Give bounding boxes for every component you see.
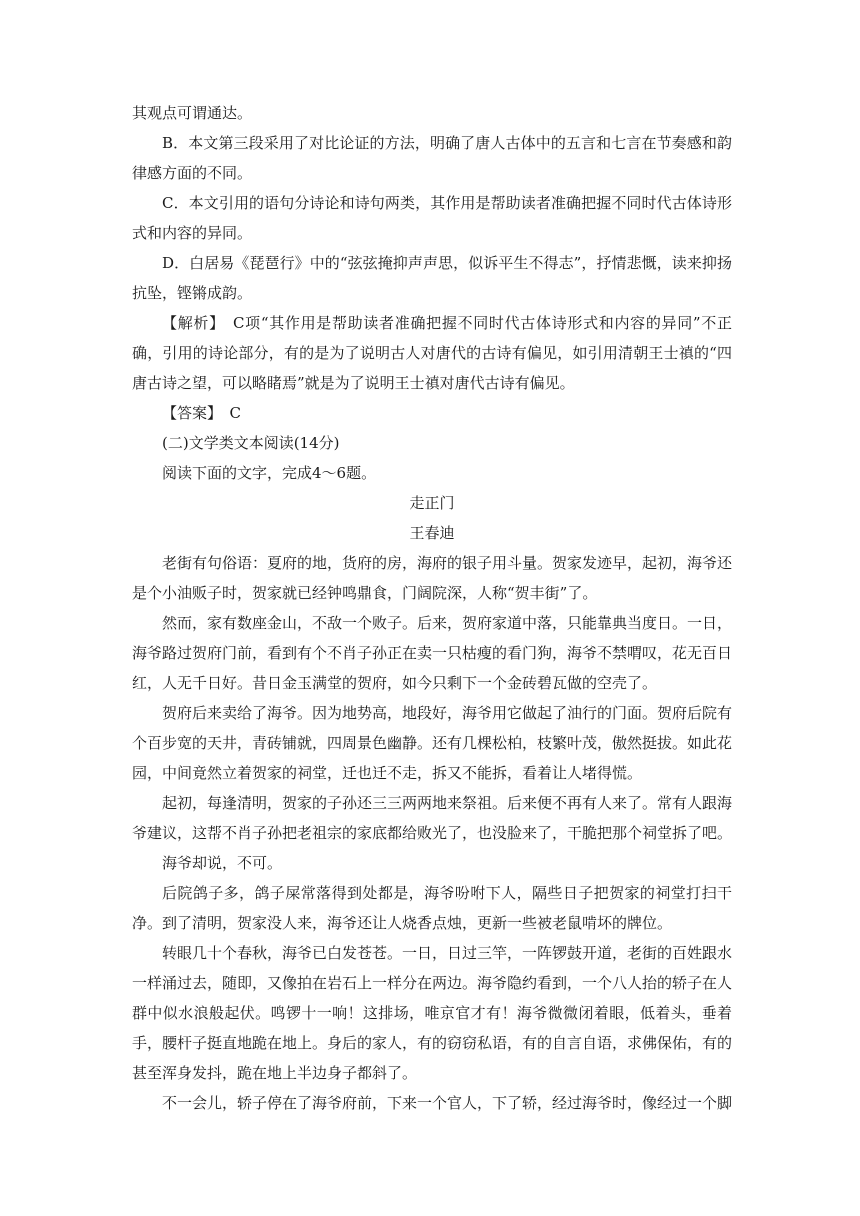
story-paragraph: 转眼几十个春秋，海爷已白发苍苍。一日，日过三竿，一阵锣鼓开道，老街的百姓跟水一样涌过去，随即，又像拍在岩石上一样分在两边。海爷隐约看到，一个八人抬的轿子在人群中似水浪般起伏。鸣锣十一响！这排场，唯京官才有！海爷微微闭着眼，低着头，垂着手，腰杆子挺直地跪在地上。身后的家人，有的窃窃私语，有的自言自语，求佛保佑，有的甚至浑身发抖，跪在地上半边身子都斜了。 [132,944,733,1082]
story-paragraph: 贺府后来卖给了海爷。因为地势高，地段好，海爷用它做起了油行的门面。贺府后院有个百步宽的天井，青砖铺就，四周景色幽静。还有几棵松柏，枝繁叶茂，傲然挺拔。如此花园，中间竟然立着贺家的祠堂，迁也迁不走，拆又不能拆，看着让人堵得慌。 [132,704,733,782]
option-c: C．本文引用的语句分诗论和诗句两类，其作用是帮助读者准确把握不同时代古体诗形式和内容的异同。 [132,194,732,242]
story-paragraph: 不一会儿，轿子停在了海爷府前，下来一个官人，下了轿，经过海爷时，像经过一个脚 [162,1094,733,1112]
option-d: D．白居易《琵琶行》中的“弦弦掩抑声声思，似诉平生不得志”，抒情悲慨，读来抑扬抗坠，铿锵成韵。 [132,254,732,302]
story-paragraph: 起初，每逢清明，贺家的子孙还三三两两地来祭祖。后来便不再有人来了。常有人跟海爷建议，这帮不肖子孙把老祖宗的家底都给败光了，也没脸来了，干脆把那个祠堂拆了吧。 [132,794,733,842]
answer-paragraph: 【答案】 C [162,404,241,422]
story-paragraph: 海爷却说，不可。 [162,854,283,872]
document-body [132,98,732,1118]
story-title: 走正门 [409,494,455,512]
story-paragraph: 老街有句俗语：夏府的地，货府的房，海府的银子用斗量。贺家发迹早，起初，海爷还是个小油贩子时，贺家就已经钟鸣鼎食，门阔院深，人称“贺丰街”了。 [132,554,733,602]
instruction-paragraph: 阅读下面的文字，完成4～6题。 [162,464,377,482]
story-author: 王春迪 [409,524,455,542]
option-b: B．本文第三段采用了对比论证的方法，明确了唐人古体中的五言和七言在节奏感和韵律感方面的不同。 [132,134,732,182]
analysis-paragraph: 【解析】 C项“其作用是帮助读者准确把握不同时代古体诗形式和内容的异同”不正确，引用的诗论部分，有的是为了说明古人对唐代的古诗有偏见，如引用清朝王士禛的“四唐古诗之望，可以略睹焉”就是为了说明王士禛对唐代古诗有偏见。 [132,314,732,392]
story-paragraph: 然而，家有数座金山，不敌一个败子。后来，贺府家道中落，只能靠典当度日。一日，海爷路过贺府门前，看到有个不肖子孙正在卖一只枯瘦的看门狗，海爷不禁喟叹，花无百日红，人无千日好。昔日金玉满堂的贺府，如今只剩下一个金砖碧瓦做的空壳了。 [132,614,733,692]
section-heading: (二)文学类文本阅读(14分) [162,434,340,452]
story-paragraph: 后院鸽子多，鸽子屎常落得到处都是，海爷吩咐下人，隔些日子把贺家的祠堂打扫干净。到了清明，贺家没人来，海爷还让人烧香点烛，更新一些被老鼠啃坏的牌位。 [132,884,732,932]
paragraph-continuation: 其观点可谓通达。 [132,104,253,122]
